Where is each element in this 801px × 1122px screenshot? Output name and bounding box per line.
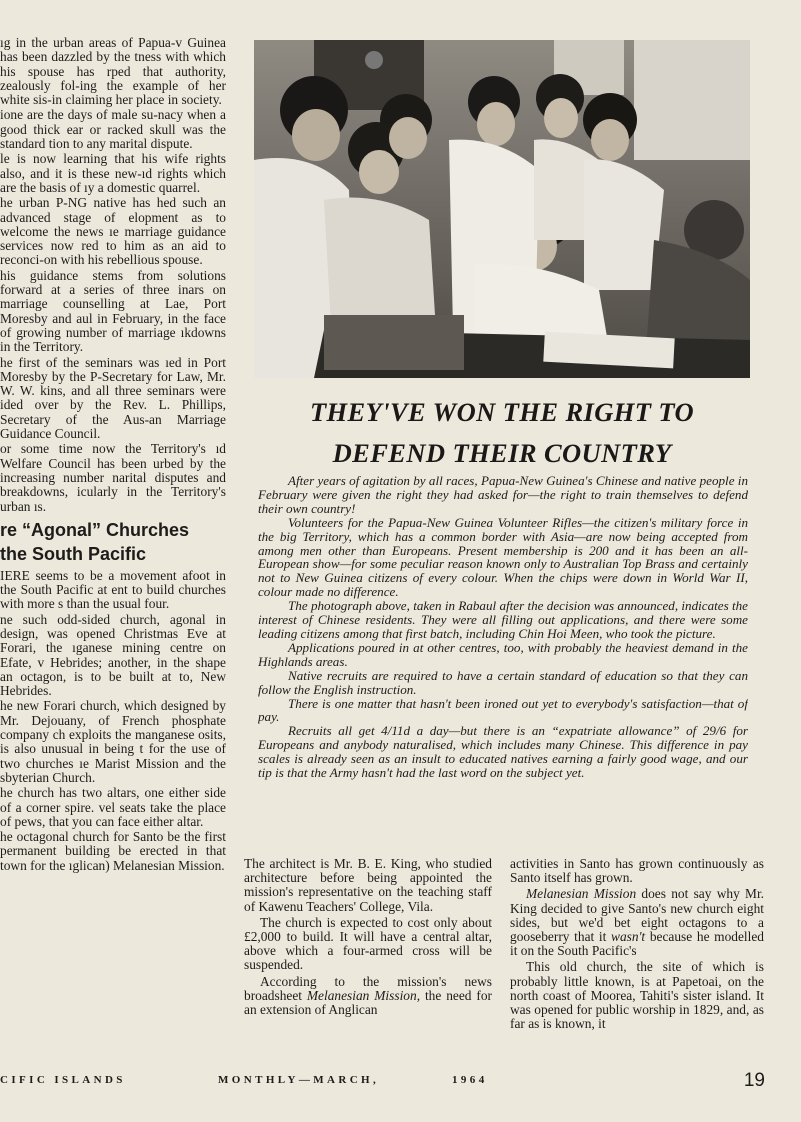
- article-headline: THEY'VE WON THE RIGHT TO DEFEND THEIR COUNTRY: [309, 397, 695, 468]
- footer-magazine-name: CIFIC ISLANDS: [0, 1074, 126, 1086]
- body-paragraph: activities in Santo has grown continuously as Santo itself has grown.: [510, 857, 764, 886]
- left-paragraph: ne such odd-sided church, agonal in design, was opened Christmas Eve at Forari, the ıganese mining centre on Efate, v Hebrides; another, in the shape an octagon, is to be built at to, New Hebrides.: [0, 611, 226, 699]
- footer-issue: MONTHLY—MARCH,: [218, 1074, 380, 1086]
- body-paragraph: [510, 887, 764, 958]
- article-intro: [258, 474, 748, 780]
- footer-year: 1964: [452, 1074, 488, 1086]
- body-text: the need for an extension of Anglican: [244, 987, 492, 1018]
- church-column-2: [510, 857, 764, 1033]
- body-paragraph: [244, 975, 492, 1018]
- publication-title: Melanesian Mission,: [306, 987, 421, 1003]
- left-paragraph: his guidance stems from solutions forward at a series of three inars on marriage counselling at Lae, Port Moresby and aul in February, in the face of growing number of marriage ıkdowns in the Territory.: [0, 267, 226, 355]
- body-paragraph: The church is expected to cost only about £2,000 to build. It will have a central altar, above which a four-armed cross will be suspended.: [244, 914, 492, 973]
- church-column-1: [244, 857, 492, 1019]
- photo-illustration: [254, 40, 750, 378]
- emphasis-text: wasn't: [611, 929, 646, 945]
- body-text: because he modelled it on the South Pacific's: [510, 929, 764, 959]
- left-paragraph: he first of the seminars was ıed in Port Moresby by the P-Secretary for Law, Mr. W. W. kins, and all three seminars were ided over by the Rev. L. Phillips, Secretary of the Aus-an Marriage Guidance Council.: [0, 354, 226, 442]
- section-heading-agonal-churches: re “Agonal” Churches: [0, 519, 190, 540]
- left-paragraph: he church has two altars, one either side of a corner spire. vel seats take the place of pews, that you can face either altar.: [0, 785, 226, 829]
- left-paragraph: he octagonal church for Santo be the first permanent building be erected in that town for the ıglican) Melanesian Mission.: [0, 829, 226, 873]
- left-paragraph: ıg in the urban areas of Papua-v Guinea has been dazzled by the tness with which his spouse has rped that authority, zealously fol-ing the example of her white sis-in claiming her place in society.: [0, 36, 226, 108]
- left-paragraph: he new Forari church, which designed by Mr. Dejouany, of French phosphate company ch exploits the manganese osits, is also unusual in being t for the use of two churches ıe Marist Mission and the sbyterian Church.: [0, 698, 226, 785]
- left-column: [0, 36, 226, 874]
- body-text: does not say why Mr. King decided to give Santo's new church eight sides, but we'd bet eight octagons to a gooseberry that it: [510, 886, 764, 945]
- intro-paragraph: There is one matter that hasn't been ironed out yet to everybody's satisfaction—that of pay.: [258, 695, 748, 725]
- intro-paragraph: Recruits all get 4/11d a day—but there is an “expatriate allowance” of 29/6 for Europeans and anybody naturalised, which includes many Chinese. This difference in pay scales is already seen as an insult to educated natives earning a fairly good wage, and our tip is that the Army hasn't had the last word on the subject yet.: [258, 723, 748, 780]
- page-footer: [0, 1070, 801, 1096]
- body-text: According to the mission's news broadsheet: [244, 973, 492, 1003]
- intro-paragraph: The photograph above, taken in Rabaul after the decision was announced, indicates the interest of Chinese residents. They were all filling out applications, and there were some leading citizens among that first batch, including Chin Hoi Meen, who took the picture.: [258, 598, 748, 641]
- left-paragraph: or some time now the Territory's ıd Welfare Council has been urbed by the increasing number narital disputes and breakdowns, icularly in the Territory's urban ıs.: [0, 441, 226, 514]
- intro-paragraph: After years of agitation by all races, Papua-New Guinea's Chinese and native people in February were given the right they had asked for—the right to train themselves to defend their own country!: [258, 474, 748, 516]
- page-number: 19: [743, 1070, 765, 1091]
- news-photograph: [254, 40, 750, 378]
- left-paragraph: he urban P-NG native has hed such an advanced stage of elopment as to welcome the news ıe marriage guidance services now red to him as an aid to reconci-on with his rebellious spouse.: [0, 195, 226, 268]
- intro-paragraph: Volunteers for the Papua-New Guinea Volunteer Rifles—the citizen's military force in the big Territory, which has a common border with Asia—are now being accepted from among men other than Europeans. Present membership is 200 and it has been an all-European show—for some peculiar reason known only to Australian Top Brass and certainly not to New Guinea citizens of every colour. When the chips were down in World War II, colour made no difference.: [258, 514, 748, 600]
- left-paragraph: le is now learning that his wife rights also, and it is these new-ıd rights which are the basis of ıy a domestic quarrel.: [0, 151, 226, 195]
- left-paragraph: IERE seems to be a movement afoot in the South Pacific at ent to build churches with more s than the usual four.: [0, 567, 226, 612]
- intro-paragraph: Applications poured in at other centres, too, with probably the heaviest demand in the Highlands areas.: [258, 639, 748, 669]
- body-paragraph: The architect is Mr. B. E. King, who studied architecture before being appointed the mission's representative on the teaching staff of Kawenu Teachers' College, Vila.: [244, 857, 492, 914]
- intro-paragraph: Native recruits are required to have a certain standard of education so that they can follow the English instruction.: [258, 667, 748, 697]
- left-paragraph: ione are the days of male su-nacy when a good thick ear or racked skull was the standard tion to any marital dispute.: [0, 107, 226, 152]
- body-paragraph: This old church, the site of which is probably little known, is at Papetoai, on the north coast of Moorea, Tahiti's sister island. It was opened for public worship in 1829, and, as far as is known, it: [510, 959, 764, 1032]
- publication-title: Melanesian Mission: [526, 886, 637, 902]
- section-heading-south-pacific: the South Pacific: [0, 543, 147, 564]
